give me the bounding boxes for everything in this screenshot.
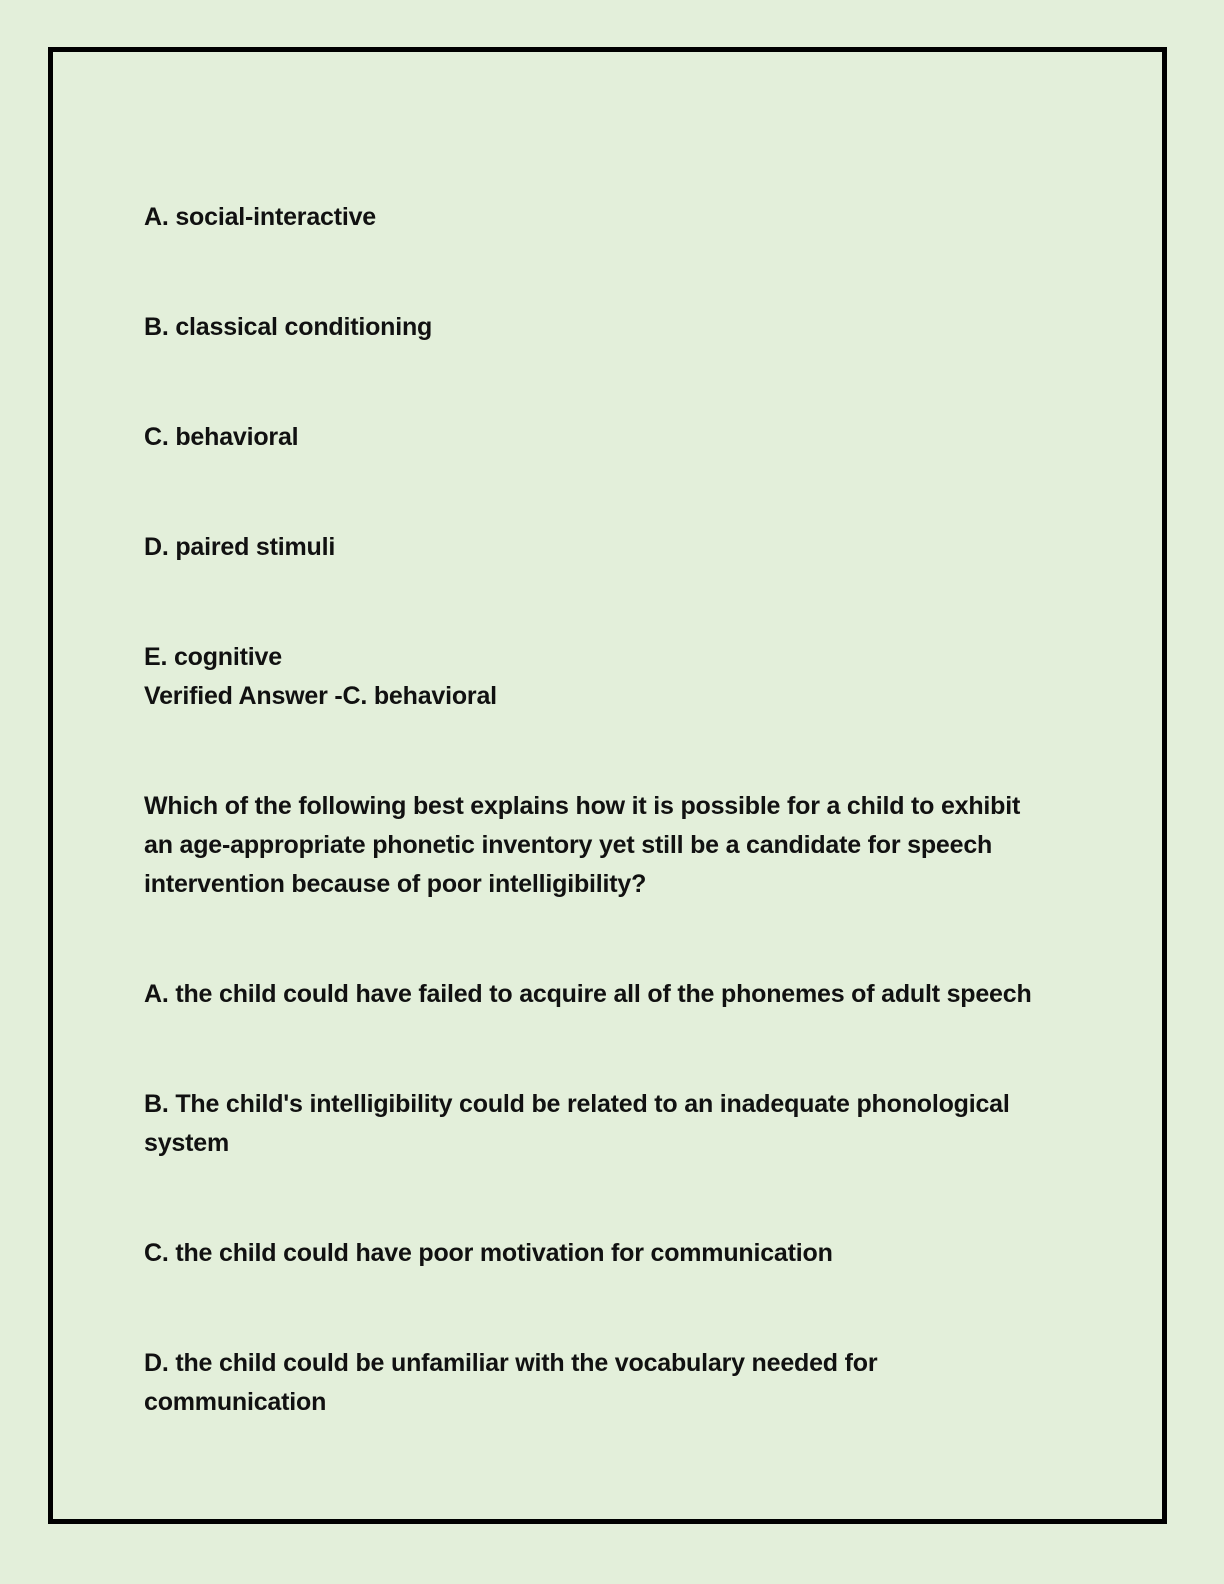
question-option-b-line-1: B. The child's intelligibility could be related to an inadequate phonological <box>144 1090 1010 1118</box>
question-option-b-line-2: system <box>144 1129 229 1157</box>
option-b-classical-conditioning: B. classical conditioning <box>144 313 433 341</box>
option-d-paired-stimuli: D. paired stimuli <box>144 533 336 561</box>
question-text-line-2: an age-appropriate phonetic inventory yet still be a candidate for speech <box>144 831 993 859</box>
question-text-line-1: Which of the following best explains how it is possible for a child to exhibit <box>144 792 1021 820</box>
question-option-a: A. the child could have failed to acquire all of the phonemes of adult speech <box>144 980 1032 1008</box>
verified-answer: Verified Answer -C. behavioral <box>144 682 497 710</box>
page-border <box>48 47 1167 1524</box>
option-c-behavioral: C. behavioral <box>144 423 299 451</box>
question-option-d-line-1: D. the child could be unfamiliar with the vocabulary needed for <box>144 1349 878 1377</box>
question-option-d-line-2: communication <box>144 1388 327 1416</box>
question-option-c: C. the child could have poor motivation for communication <box>144 1239 833 1267</box>
question-text-line-3: intervention because of poor intelligibility? <box>144 870 647 898</box>
option-e-cognitive: E. cognitive <box>144 643 282 671</box>
option-a-social-interactive: A. social-interactive <box>144 203 377 231</box>
